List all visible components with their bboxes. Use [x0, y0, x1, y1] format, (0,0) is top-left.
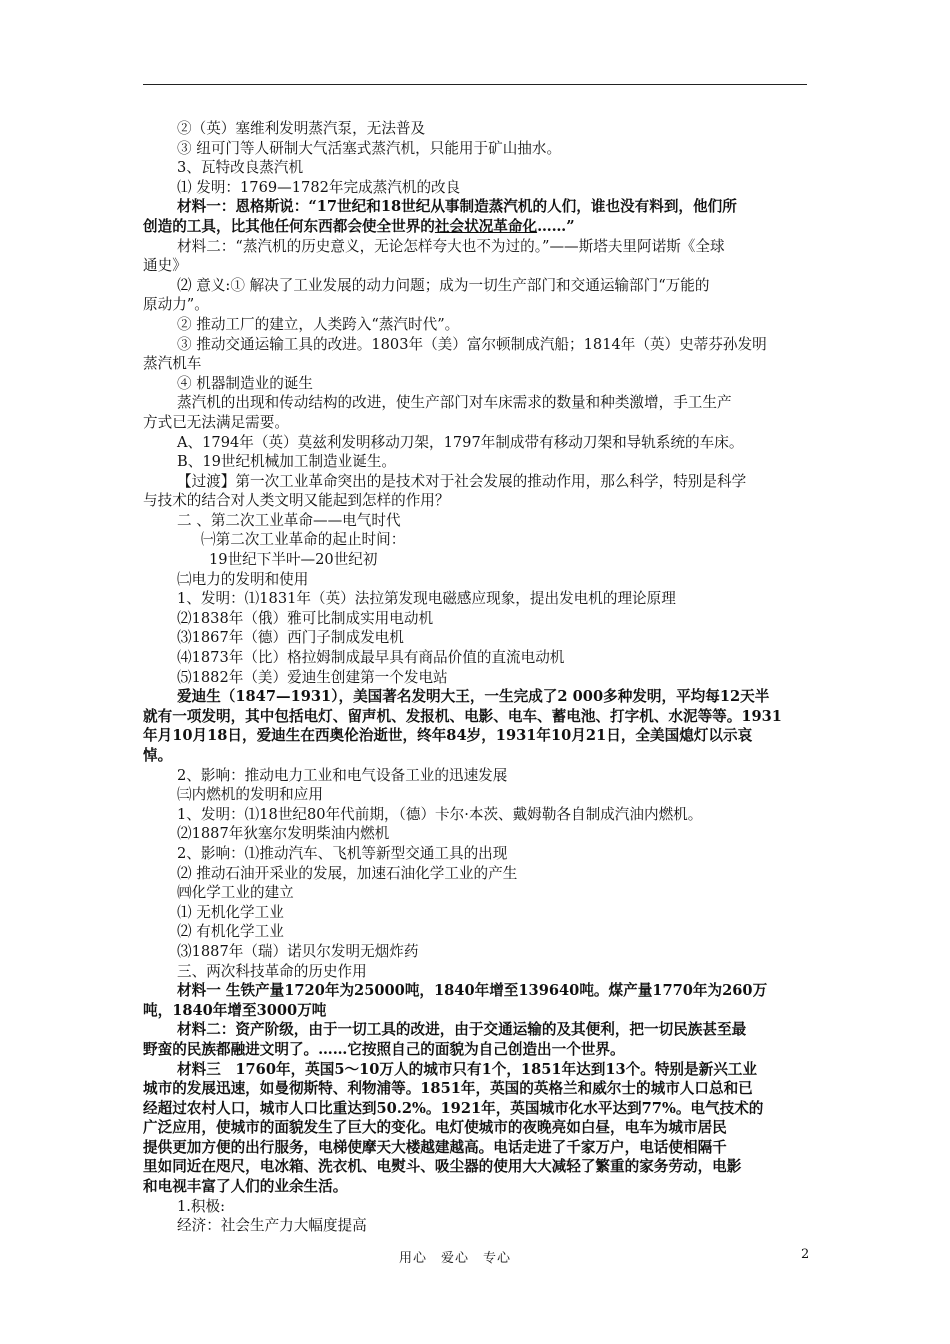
text-line: ② 推动工厂的建立，人类跨入“蒸汽时代”。	[177, 315, 460, 333]
page-number: 2	[801, 1247, 810, 1262]
text-line: ㈣化学工业的建立	[177, 884, 294, 902]
text-line: ⑵1887年狄塞尔发明柴油内燃机	[177, 825, 390, 843]
header-rule	[143, 84, 807, 85]
text-line: ⑶1867年（德）西门子制成发电机	[177, 629, 404, 647]
text-line: ㈢内燃机的发明和应用	[177, 786, 323, 804]
text-line: 1、发明：⑴1831年（英）法拉第发现电磁感应现象，提出发电机的理论原理	[177, 590, 676, 608]
text-line: ②（英）塞维利发明蒸汽泵，无法普及	[177, 120, 426, 137]
section-heading: 二 、第二次工业革命——电气时代	[177, 511, 401, 529]
text-line: B、19世纪机械加工制造业诞生。	[177, 453, 397, 471]
text-line: 蒸汽机的出现和传动结构的改进，使生产部门对车床需求的数量和种类激增，手工生产	[177, 394, 732, 412]
bold-paragraph-line: 就有一项发明，其中包括电灯、留声机、发报机、电影、电车、蓄电池、打字机、水泥等等。1931	[143, 707, 782, 725]
document-body	[143, 119, 813, 1236]
text-line: ④ 机器制造业的诞生	[177, 374, 313, 392]
text-line: A、1794年（英）莫兹利发明移动刀架，1797年制成带有移动刀架和导轨系统的车床。	[177, 433, 744, 451]
footer-motto: 用心 爱心 专心	[399, 1251, 512, 1266]
text-line: 2、影响：推动电力工业和电气设备工业的迅速发展	[177, 766, 508, 784]
text-line: 1.积极:	[177, 1197, 226, 1215]
bold-paragraph-line: 悼。	[143, 747, 173, 764]
text-line: ⑵1838年（俄）雅可比制成实用电动机	[177, 609, 434, 627]
section-heading: 三、两次科技革命的历史作用	[177, 962, 367, 980]
bold-paragraph-line: 广泛应用，使城市的面貌发生了巨大的变化。电灯使城市的夜晚亮如白昼，电车为城市居民	[143, 1119, 727, 1137]
quote-line: 材料二：“蒸汽机的历史意义，无论怎样夸大也不为过的。”——斯塔夫里阿诺斯《全球	[177, 237, 725, 255]
underlined-phrase: 社会状况革命化	[434, 217, 538, 235]
bold-paragraph-line: 材料一 生铁产量1720年为25000吨，1840年增至139640吨。煤产量1770年为260万	[177, 982, 768, 1000]
text-line: ⑶1887年（瑞）诺贝尔发明无烟炸药	[177, 942, 419, 960]
text-line: ⑵ 有机化学工业	[177, 923, 284, 941]
text-line: ③ 纽可门等人研制大气活塞式蒸汽机，只能用于矿山抽水。	[177, 139, 562, 157]
bold-paragraph-line: 年月10月18日，爱迪生在西奥伦治逝世，终年84岁，1931年10月21日，全美国熄灯以示哀	[143, 727, 753, 745]
quote-line: 通史》	[143, 257, 187, 275]
bold-paragraph-line: 经超过农村人口，城市人口比重达到50.2%。1921年，英国城市化水平达到77%。电气技术的	[143, 1099, 764, 1117]
text-line: 蒸汽机车	[143, 355, 202, 373]
text-line: ⑸1882年（美）爱迪生创建第一个发电站	[177, 668, 448, 686]
bold-paragraph-line: 和电视丰富了人们的业余生活。	[143, 1178, 348, 1196]
text-line: 经济：社会生产力大幅度提高	[177, 1217, 367, 1235]
bold-paragraph-line: 城市的发展迅速，如曼彻斯特、利物浦等。1851年，英国的英格兰和威尔士的城市人口总和已	[143, 1080, 753, 1098]
text-line: 与技术的结合对人类文明又能起到怎样的作用？	[143, 492, 450, 510]
text-line: 【过渡】第一次工业革命突出的是技术对于社会发展的推动作用，那么科学，特别是科学	[177, 472, 747, 490]
bold-paragraph-line: 吨，1840年增至3000万吨	[143, 1001, 327, 1019]
text-line: ⑵ 推动石油开采业的发展，加速石油化学工业的产生	[177, 864, 518, 882]
text-line: 3、瓦特改良蒸汽机	[177, 159, 304, 177]
text-line: 1、发明：⑴18世纪80年代前期，（德）卡尔·本茨、戴姆勒各自制成汽油内燃机。	[177, 805, 703, 823]
bold-paragraph-line: 材料三 1760年，英国5～10万人的城市只有1个，1851年达到13个。特别是新兴工业	[177, 1060, 757, 1078]
text-line: 2、影响：⑴推动汽车、飞机等新型交通工具的出现	[177, 844, 508, 862]
text-line: ㈡电力的发明和使用	[177, 570, 309, 588]
text-line: 19世纪下半叶—20世纪初	[209, 551, 378, 569]
text-line: 原动力”。	[143, 296, 209, 314]
text-line: 方式已无法满足需要。	[143, 413, 289, 431]
text-line: ⑵ 意义:① 解决了工业发展的动力问题；成为一切生产部门和交通运输部门“万能的	[177, 276, 710, 294]
text-line: ⑴ 无机化学工业	[177, 903, 284, 921]
text-line: ⑷1873年（比）格拉姆制成最早具有商品价值的直流电动机	[177, 649, 565, 667]
bold-paragraph-line: 提供更加方便的出行服务，电梯使摩天大楼越建越高。电话走进了千家万户，电话使相隔千	[143, 1138, 727, 1156]
text-line: ⑴ 发明：1769—1782年完成蒸汽机的改良	[177, 178, 461, 196]
bold-paragraph-line: 爱迪生（1847—1931），美国著名发明大王，一生完成了2 000多种发明，平均每12天半	[177, 688, 770, 706]
bold-paragraph-line: 野蛮的民族都融进文明了。……它按照自己的面貌为自己创造出一个世界。	[143, 1040, 625, 1058]
text-line: ③ 推动交通运输工具的改进。1803年（美）富尔顿制成汽船；1814年（英）史蒂芬孙发明	[177, 335, 767, 353]
bold-paragraph-line: 里如同近在咫尺，电冰箱、洗衣机、电熨斗、吸尘器的使用大大减轻了繁重的家务劳动，电影	[143, 1158, 742, 1176]
quote-line: 创造的工具，比其他任何东西都会使全世界的社会状况革命化……”	[143, 217, 575, 235]
bold-paragraph-line: 材料二：资产阶级，由于一切工具的改进，由于交通运输的及其便利，把一切民族甚至最	[177, 1021, 747, 1039]
quote-line: 材料一：恩格斯说：“17世纪和18世纪从事制造蒸汽机的人们，谁也没有料到，他们所	[177, 198, 737, 216]
text-line: ㈠第二次工业革命的起止时间：	[201, 531, 406, 549]
